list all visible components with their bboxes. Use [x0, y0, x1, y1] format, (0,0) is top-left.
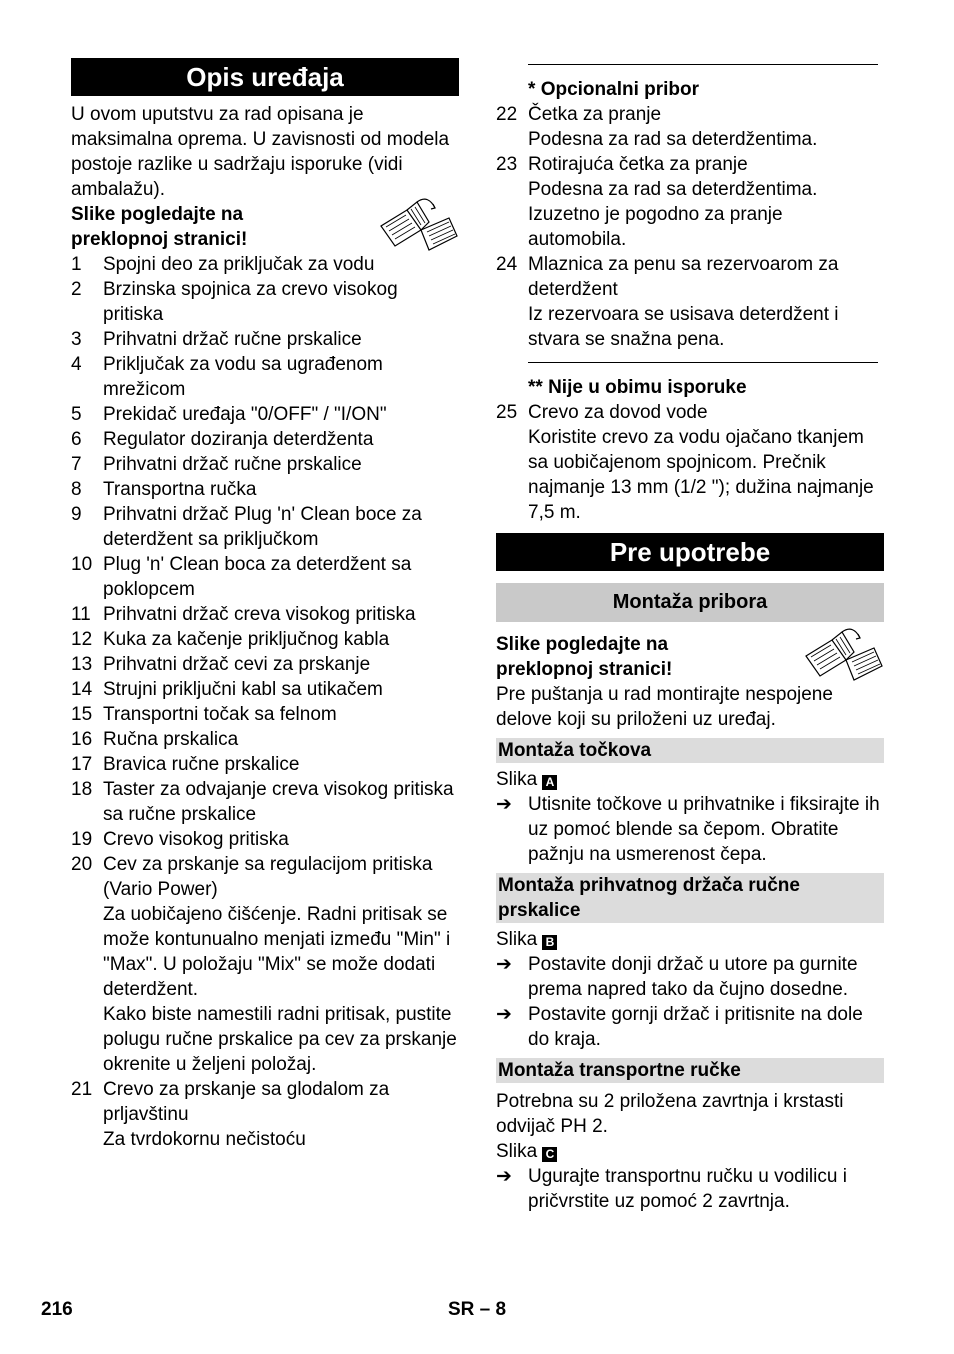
list-item: 2 Brzinska spojnica za crevo visokog pritiska [71, 279, 398, 325]
section-title-device-description: Opis uređaja [71, 58, 459, 96]
intro-paragraph: U ovom uputstvu za rad opisana je maksimalna oprema. U zavisnosti od modela postoje razlike u sadržaju isporuke (vidi ambalažu). [71, 104, 450, 200]
figure-label-c: Slika C [496, 1139, 884, 1164]
figure-letter-badge: C [542, 1147, 557, 1162]
list-item: 9 Prihvatni držač Plug 'n' Clean boce za deterdžent sa priključkom [71, 504, 422, 550]
right-column [496, 52, 884, 1214]
list-item: 22 Četka za pranje Podesna za rad sa deterdžentima. [496, 104, 818, 150]
list-item: 3 Prihvatni držač ručne prskalice [71, 329, 362, 350]
list-item: 6 Regulator doziranja deterdženta [71, 429, 374, 450]
list-item: 20 Cev za prskanje sa regulacijom pritiska (Vario Power) Za uobičajeno čišćenje. Radni pritisak se može kontunualno menjati između "Min" i "Max". U položaju "Mix" se može dodati deterdžent. Kako biste namestili radni pritisak, pustite polugu ručne prskalice pa cev za prskanje okrenite u željeni položaj. [71, 854, 457, 1075]
list-item: 17 Bravica ručne prskalice [71, 754, 300, 775]
list-item: 21 Crevo za prskanje sa glodalom za prljavštinu Za tvrdokornu nečistoću [71, 1079, 390, 1150]
list-item: 25 Crevo za dovod vode Koristite crevo za vodu ojačano tkanjem sa uobičajenom spojnicom. Prečnik najmanje 13 mm (1/2 "); dužina najmanje 7,5 m. [496, 402, 874, 523]
fold-out-book-icon [802, 626, 884, 682]
list-item: 4 Priključak za vodu sa ugrađenom mrežicom [71, 354, 383, 400]
figure-reference [496, 632, 884, 682]
list-item: 18 Taster za odvajanje creva visokog pritiska sa ručne prskalice [71, 779, 454, 825]
left-column [71, 58, 459, 1152]
heading-wheel-mounting: Montaža točkova [496, 738, 884, 763]
list-item: 1 Spojni deo za priključak za vodu [71, 254, 375, 275]
optional-accessories-list [496, 102, 884, 352]
subsection-title-accessory-mounting: Montaža pribora [496, 583, 884, 622]
mounting-intro: Pre puštanja u rad montirajte nespojene delove koji su priloženi uz uređaj. [496, 684, 833, 730]
section-title-before-use: Pre upotrebe [496, 533, 884, 571]
figure-reference-line1: Slike pogledajte na [71, 204, 244, 225]
figure-letter-badge: B [542, 935, 557, 950]
arrow-right-icon: ➔ [496, 954, 512, 975]
arrow-right-icon: ➔ [496, 1004, 512, 1025]
heading-holder-mounting: Montaža prihvatnog držača ručne prskalice [496, 873, 884, 923]
language-page-label: SR – 8 [448, 1299, 507, 1320]
not-included-list [496, 400, 884, 525]
figure-label-a: Slika A [496, 767, 884, 792]
figure-reference-line2: preklopnoj stranici! [496, 659, 673, 680]
handle-intro: Potrebna su 2 priložena zavrtnja i krstasti odvijač PH 2. [496, 1091, 844, 1137]
list-item: 15 Transportni točak sa felnom [71, 704, 337, 725]
arrow-right-icon: ➔ [496, 1166, 512, 1187]
figure-reference-line2: preklopnoj stranici! [71, 229, 248, 250]
double-asterisk-marker: ** [528, 377, 543, 398]
fold-out-book-icon [377, 196, 459, 252]
list-item: 5 Prekidač uređaja "0/OFF" / "I/ON" [71, 404, 387, 425]
list-item: 23 Rotirajuća četka za pranje Podesna za rad sa deterdžentima. Izuzetno je pogodno za pranje automobila. [496, 154, 818, 250]
divider [528, 362, 878, 363]
optional-accessories-heading: * Opcionalni pribor [528, 79, 700, 100]
list-item: 14 Strujni priključni kabl sa utikačem [71, 679, 383, 700]
arrow-right-icon: ➔ [496, 794, 512, 815]
list-item: 24 Mlaznica za penu sa rezervoarom za deterdžent Iz rezervoara se usisava deterdžent i stvara se snažna pena. [496, 254, 839, 350]
divider [528, 64, 878, 65]
instruction-step: ➔ Postavite gornji držač i pritisnite na dole do kraja. [496, 1004, 863, 1050]
list-item: 13 Prihvatni držač cevi za prskanje [71, 654, 371, 675]
instruction-step: ➔ Ugurajte transportnu ručku u vodilicu i pričvrstite uz pomoć 2 zavrtnja. [496, 1166, 847, 1212]
list-item: 10 Plug 'n' Clean boca za deterdžent sa poklopcem [71, 554, 412, 600]
list-item: 11 Prihvatni držač creva visokog pritiska [71, 604, 416, 625]
instruction-step: ➔ Utisnite točkove u prihvatnike i fiksirajte ih uz pomoć blende sa čepom. Obratite pažnju na usmerenost čepa. [496, 794, 880, 865]
component-list [71, 252, 459, 1152]
list-item: 7 Prihvatni držač ručne prskalice [71, 454, 362, 475]
figure-label-b: Slika B [496, 927, 884, 952]
instruction-step: ➔ Postavite donji držač u utore pa gurnite prema napred tako da čujno dosedne. [496, 954, 858, 1000]
page-number: 216 [41, 1299, 73, 1320]
heading-handle-mounting: Montaža transportne ručke [496, 1058, 884, 1083]
list-item: 8 Transportna ručka [71, 479, 257, 500]
figure-reference-line1: Slike pogledajte na [496, 634, 669, 655]
list-item: 12 Kuka za kačenje priključnog kabla [71, 629, 390, 650]
asterisk-marker: * [528, 79, 536, 100]
figure-letter-badge: A [542, 775, 557, 790]
not-included-heading: ** Nije u obimu isporuke [528, 377, 747, 398]
figure-reference [71, 202, 459, 252]
list-item: 19 Crevo visokog pritiska [71, 829, 289, 850]
list-item: 16 Ručna prskalica [71, 729, 239, 750]
